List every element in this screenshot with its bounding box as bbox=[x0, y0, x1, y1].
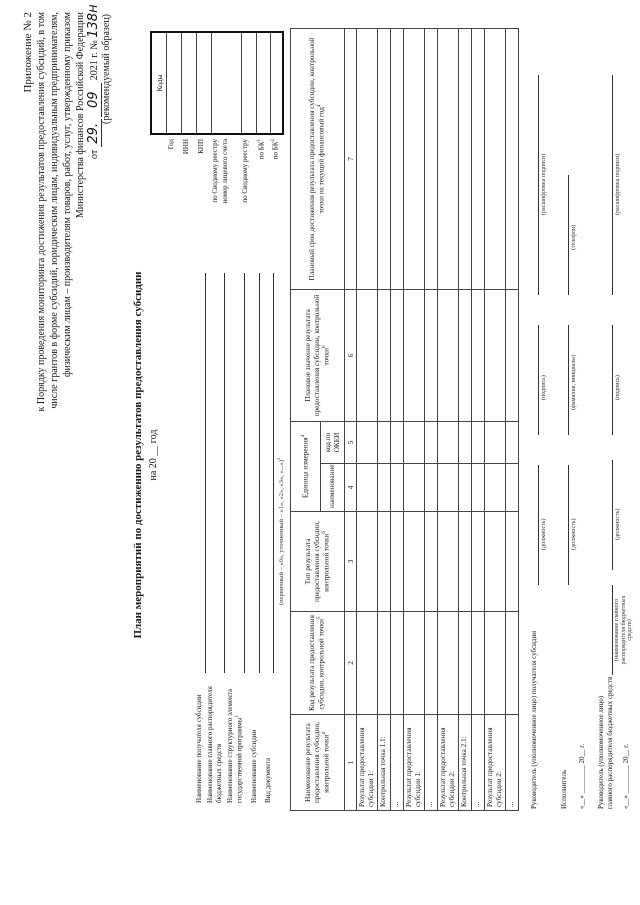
table-cell[interactable] bbox=[485, 612, 506, 715]
col-number-1: 1 bbox=[345, 715, 357, 811]
appendix-line-1: к Порядку проведения мониторинга достижения результатов предоставления субсидий, в том bbox=[36, 12, 47, 412]
col-number-5: 5 bbox=[345, 422, 357, 464]
code-label-bk2: по $БК^2$ bbox=[271, 139, 280, 160]
table-cell[interactable] bbox=[472, 512, 485, 612]
table-cell[interactable] bbox=[459, 512, 472, 612]
appendix-line-3: физическим лицам – производителям товаров, работ, услуг, утвержденному приказом bbox=[62, 12, 73, 377]
doc-type-line[interactable] bbox=[273, 273, 274, 673]
th-unit-name: наименование bbox=[321, 464, 345, 512]
code-label-bk1: по $БК^1$ bbox=[257, 139, 266, 160]
gr-line[interactable] bbox=[224, 273, 225, 673]
sig3-position-line[interactable] bbox=[612, 460, 613, 570]
th-result-code: Код результата предоставления субсидии, контрольной точки$^5$ bbox=[291, 612, 345, 715]
appendix-line-4: Министерства финансов Российской Федерации bbox=[75, 12, 86, 219]
table-cell[interactable] bbox=[438, 290, 459, 422]
table-cell[interactable] bbox=[425, 512, 438, 612]
table-cell[interactable] bbox=[404, 29, 425, 290]
table-cell[interactable] bbox=[391, 464, 404, 512]
table-cell[interactable] bbox=[404, 612, 425, 715]
table-cell[interactable] bbox=[425, 612, 438, 715]
table-cell[interactable] bbox=[391, 290, 404, 422]
table-cell[interactable] bbox=[404, 464, 425, 512]
table-cell[interactable] bbox=[459, 464, 472, 512]
results-table bbox=[290, 28, 519, 811]
code-bk1-cell[interactable] bbox=[257, 33, 271, 133]
table-cell[interactable] bbox=[506, 29, 519, 290]
table-cell[interactable] bbox=[378, 29, 391, 290]
sig1-signature-line[interactable] bbox=[538, 325, 539, 435]
table-cell[interactable] bbox=[506, 612, 519, 715]
table-cell[interactable] bbox=[391, 612, 404, 715]
cap-signature-1: (подпись) bbox=[541, 375, 547, 400]
th-plan-value: Плановое значение результата предоставления субсидии, контрольной точки$^6$ bbox=[291, 290, 345, 422]
sig3-signature-line[interactable] bbox=[612, 325, 613, 435]
label-struct-2: государственной программы$^1$ bbox=[235, 715, 244, 803]
plan-title: План мероприятий по достижению результатов предоставления субсидии bbox=[132, 271, 144, 639]
sig3-gr-line[interactable] bbox=[612, 585, 613, 675]
cap-position-1: (должность) bbox=[541, 518, 547, 550]
date-year: 2021 г. № bbox=[89, 40, 100, 81]
sig-executor-label: Исполнитель bbox=[560, 769, 568, 809]
sig1-position-line[interactable] bbox=[538, 465, 539, 585]
sig-head-recipient-label: Руководитель (уполномоченное лицо) получателя субсидии bbox=[530, 631, 538, 809]
table-cell[interactable] bbox=[438, 422, 459, 464]
table-cell[interactable] bbox=[485, 29, 506, 290]
code-label-inn: ИНН bbox=[182, 139, 190, 155]
date-month: 09 bbox=[86, 83, 102, 117]
table-cell[interactable] bbox=[404, 422, 425, 464]
table-cell[interactable] bbox=[485, 422, 506, 464]
cap-position-2: (должность) bbox=[571, 518, 577, 550]
label-gr-1: Наименование главного распорядителя bbox=[206, 686, 214, 803]
code-label-year: Год bbox=[167, 139, 175, 150]
table-cell[interactable] bbox=[357, 512, 378, 612]
code-registry2-cell[interactable] bbox=[242, 33, 257, 133]
table-cell[interactable] bbox=[506, 512, 519, 612]
sig-head-gr-label-2: главного распорядителя бюджетных средств bbox=[606, 676, 614, 809]
col-number-3: 3 bbox=[345, 512, 357, 612]
table-cell[interactable] bbox=[438, 464, 459, 512]
cap-phone-2: (телефон) bbox=[571, 224, 577, 250]
table-cell[interactable] bbox=[378, 512, 391, 612]
table-row-label: Контрольная точка 1.1: bbox=[378, 715, 391, 811]
table-cell[interactable] bbox=[438, 612, 459, 715]
label-recipient: Наименование получателя субсидии bbox=[195, 694, 203, 803]
date-day: 29. bbox=[86, 119, 102, 147]
code-label-account: номер лицевого счета bbox=[221, 139, 229, 204]
code-year-cell[interactable] bbox=[167, 33, 182, 133]
table-cell[interactable] bbox=[378, 464, 391, 512]
table-row-label: Результат предоставления субсидии 2: bbox=[438, 715, 459, 811]
th-unit: Единица измерения$^4$ bbox=[291, 422, 321, 512]
label-gr-2: бюджетных средств bbox=[215, 743, 223, 803]
table-cell[interactable] bbox=[459, 29, 472, 290]
table-cell[interactable] bbox=[378, 290, 391, 422]
appendix-date bbox=[86, 4, 102, 159]
table-cell[interactable] bbox=[506, 422, 519, 464]
col-number-2: 2 bbox=[345, 612, 357, 715]
table-cell[interactable] bbox=[357, 290, 378, 422]
label-struct-1: Наименование структурного элемента bbox=[226, 689, 234, 803]
sig2-phone-line[interactable] bbox=[568, 175, 569, 295]
table-row-label: ... bbox=[472, 715, 485, 811]
table-cell[interactable] bbox=[357, 612, 378, 715]
code-label-registry: по Сводному реестру bbox=[211, 139, 219, 203]
doc-type-hint: (первичный – «0», уточненный – «1», «2», «3», «...»)$^3$ bbox=[276, 457, 286, 605]
table-cell[interactable] bbox=[391, 512, 404, 612]
table-cell[interactable] bbox=[391, 29, 404, 290]
sig-date-2: «__» ________ 20__ г. bbox=[622, 743, 630, 809]
sig2-position-line[interactable] bbox=[568, 465, 569, 585]
table-row-label: Результат предоставления субсидии 1: bbox=[357, 715, 378, 811]
col-number-6: 6 bbox=[345, 290, 357, 422]
codes-header: Коды bbox=[152, 33, 167, 133]
code-kpp-cell[interactable] bbox=[197, 33, 212, 133]
subsidy-line[interactable] bbox=[259, 273, 260, 673]
codes-box bbox=[150, 31, 284, 135]
table-cell[interactable] bbox=[357, 422, 378, 464]
table-cell[interactable] bbox=[425, 29, 438, 290]
table-cell[interactable] bbox=[378, 612, 391, 715]
table-cell[interactable] bbox=[459, 422, 472, 464]
table-row-label: ... bbox=[506, 715, 519, 811]
table-cell[interactable] bbox=[357, 464, 378, 512]
label-doc-type: Вид документа bbox=[264, 757, 272, 803]
table-cell[interactable] bbox=[459, 612, 472, 715]
table-cell[interactable] bbox=[472, 612, 485, 715]
table-row-label: Результат предоставления субсидии 1: bbox=[404, 715, 425, 811]
table-cell[interactable] bbox=[404, 512, 425, 612]
model-note: (рекомендуемый образец) bbox=[101, 14, 112, 124]
plan-year-line: на 20 __ год bbox=[148, 429, 159, 481]
col-number-7: 7 bbox=[345, 29, 357, 290]
sig-head-gr-label-1: Руководитель (уполномоченное лицо) bbox=[597, 695, 605, 809]
cap-decode-1: (расшифровка подписи) bbox=[541, 153, 547, 215]
th-result-type: Тип результата предоставления субсидии, контрольной точки$^6$ bbox=[291, 512, 345, 612]
struct-line[interactable] bbox=[244, 273, 245, 673]
table-cell[interactable] bbox=[485, 512, 506, 612]
table-cell[interactable] bbox=[472, 422, 485, 464]
table-row-label: Контрольная точка 2.1: bbox=[459, 715, 472, 811]
table-cell[interactable] bbox=[506, 464, 519, 512]
th-plan-deadline: Плановый срок достижения результата предоставления субсидии, контрольной точки на текущий финансовый год$^4$ bbox=[291, 29, 345, 290]
cap-position-3: (должность) bbox=[615, 508, 621, 540]
table-cell[interactable] bbox=[378, 422, 391, 464]
table-cell[interactable] bbox=[472, 290, 485, 422]
code-label-registry2: по Сводному реестру bbox=[241, 139, 249, 203]
table-cell[interactable] bbox=[485, 464, 506, 512]
table-cell[interactable] bbox=[425, 464, 438, 512]
table-cell[interactable] bbox=[404, 290, 425, 422]
cap-name-2: (фамилия, инициалы) bbox=[571, 354, 577, 410]
date-prefix: от bbox=[89, 149, 100, 159]
table-cell[interactable] bbox=[438, 512, 459, 612]
table-cell[interactable] bbox=[438, 29, 459, 290]
cap-gr-name-3: (наименование главного распорядителя бюджетных средств) bbox=[614, 595, 634, 665]
code-bk2-cell[interactable] bbox=[271, 33, 284, 133]
code-label-kpp: КПП bbox=[197, 139, 205, 154]
table-cell[interactable] bbox=[391, 422, 404, 464]
th-result-name: Наименование результата предоставления субсидии, контрольной точки$^4$ bbox=[291, 715, 345, 811]
recipient-line[interactable] bbox=[205, 273, 206, 673]
label-subsidy: Наименование субсидии bbox=[250, 729, 258, 803]
table-cell[interactable] bbox=[506, 290, 519, 422]
table-cell[interactable] bbox=[485, 290, 506, 422]
sig1-decode-line[interactable] bbox=[538, 75, 539, 295]
th-unit-okei: код по ОКЕИ bbox=[321, 422, 345, 464]
document-number: 138н bbox=[86, 4, 101, 38]
col-number-4: 4 bbox=[345, 464, 357, 512]
table-cell[interactable] bbox=[425, 290, 438, 422]
sig2-name-line[interactable] bbox=[568, 325, 569, 435]
table-cell[interactable] bbox=[425, 422, 438, 464]
appendix-line-2: числе грантов в форме субсидий, юридическим лицам, индивидуальным предпринимателям, bbox=[49, 12, 60, 409]
sig3-decode-line[interactable] bbox=[612, 75, 613, 295]
table-cell[interactable] bbox=[472, 464, 485, 512]
table-cell[interactable] bbox=[472, 29, 485, 290]
table-cell[interactable] bbox=[357, 29, 378, 290]
code-registry-cell[interactable] bbox=[212, 33, 242, 133]
table-row-label: ... bbox=[391, 715, 404, 811]
sig-date-1: «__» ________ 20__ г. bbox=[578, 743, 586, 809]
table-cell[interactable] bbox=[459, 290, 472, 422]
table-row-label: ... bbox=[425, 715, 438, 811]
code-inn-cell[interactable] bbox=[182, 33, 197, 133]
cap-signature-3: (подпись) bbox=[615, 375, 621, 400]
cap-decode-3: (расшифровка подписи) bbox=[615, 153, 621, 215]
appendix-title: Приложение № 2 bbox=[22, 12, 34, 93]
table-row-label: Результат предоставления субсидии 2: bbox=[485, 715, 506, 811]
